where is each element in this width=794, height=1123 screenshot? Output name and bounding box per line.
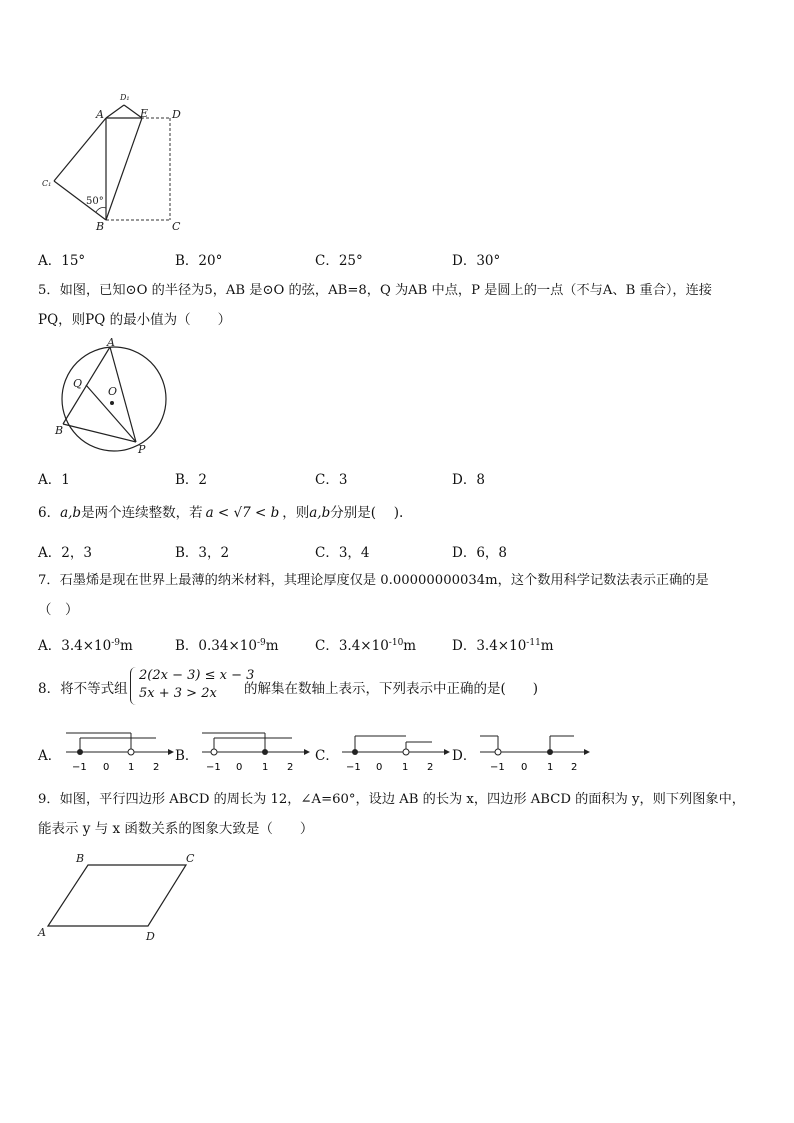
- label-B: B: [96, 220, 105, 233]
- svg-text:2: 2: [427, 762, 434, 773]
- q6-text2: ，则: [282, 505, 310, 521]
- label-A: A: [107, 337, 115, 349]
- svg-text:1: 1: [128, 762, 135, 773]
- label-C1: C₁: [42, 179, 52, 188]
- q7-option-a[interactable]: A．$3.4\times 10^{-9}m$: [38, 638, 133, 654]
- q5-line1: 5．如图，已知⊙O 的半径为5，AB 是⊙O 的弦，AB=8，Q 为AB 中点，P 是圆上的一点（不与A、B 重合），连接: [38, 283, 712, 298]
- inequality-2: 5x + 3 > 2x: [139, 686, 217, 701]
- label-D: D: [146, 930, 155, 943]
- label-C: C: [172, 220, 181, 233]
- q5-option-a[interactable]: A．1: [38, 472, 70, 488]
- q9-line2: 能表示 y 与 x 函数关系的图象大致是（ ）: [38, 821, 314, 837]
- q6-number: 6．: [38, 505, 61, 521]
- q5-option-b[interactable]: B．2: [175, 472, 208, 488]
- svg-text:0: 0: [376, 762, 383, 773]
- label-A: A: [38, 926, 46, 939]
- label-Q: Q: [73, 377, 83, 390]
- q6-text1: 是两个连续整数，若: [81, 505, 203, 521]
- number-line-b[interactable]: [200, 730, 310, 775]
- q8-option-c-label[interactable]: C．: [315, 748, 339, 764]
- q6-text3: 分别是( ).: [330, 505, 404, 521]
- inequality-system: [133, 667, 254, 703]
- svg-text:2: 2: [287, 762, 294, 773]
- number-line-a[interactable]: [64, 730, 174, 775]
- q4-option-c[interactable]: C．25°: [315, 253, 363, 269]
- label-A: A: [96, 108, 104, 121]
- number-line-d[interactable]: [478, 730, 590, 775]
- svg-text:0: 0: [236, 762, 243, 773]
- q4-option-d[interactable]: D．30°: [452, 253, 501, 269]
- svg-text:−1: −1: [72, 762, 87, 773]
- q6-option-d[interactable]: D．6，8: [452, 545, 508, 561]
- q5-option-c[interactable]: C．3: [315, 472, 348, 488]
- svg-text:1: 1: [262, 762, 269, 773]
- angle-label: 50°: [86, 196, 104, 207]
- q7-option-c[interactable]: C．$3.4\times 10^{-10}m$: [315, 638, 417, 654]
- q7-line2: （ ）: [38, 602, 79, 618]
- label-O: O: [108, 385, 118, 398]
- circle-figure: [52, 337, 170, 457]
- q6-option-b[interactable]: B．3，2: [175, 545, 230, 561]
- svg-text:2: 2: [153, 762, 160, 773]
- parallelogram-figure: [36, 848, 201, 944]
- svg-text:0: 0: [521, 762, 528, 773]
- inequality-1: 2(2x − 3) ≤ x − 3: [139, 668, 255, 683]
- q7-option-d[interactable]: D．$3.4\times 10^{-11}m$: [452, 638, 554, 654]
- svg-text:1: 1: [402, 762, 409, 773]
- q8-option-a-label[interactable]: A．: [38, 748, 62, 764]
- label-C: C: [186, 852, 195, 865]
- q4-option-b[interactable]: B．20°: [175, 253, 223, 269]
- q6-inequality: a < √7 < b: [205, 505, 280, 521]
- q6-vars-2: a,b: [309, 505, 331, 521]
- q8-option-b-label[interactable]: B．: [175, 748, 199, 764]
- q6-option-a[interactable]: A．2，3: [38, 545, 92, 561]
- svg-text:1: 1: [547, 762, 554, 773]
- label-B: B: [76, 852, 85, 865]
- q7-line1: 7．石墨烯是现在世界上最薄的纳米材料，其理论厚度仅是 0.00000000034m，这个数用科学记数法表示正确的是: [38, 573, 709, 588]
- svg-text:2: 2: [571, 762, 578, 773]
- q5-option-d[interactable]: D．8: [452, 472, 485, 488]
- label-E: E: [140, 107, 149, 120]
- label-P: P: [138, 443, 146, 456]
- number-line-c[interactable]: [340, 730, 450, 775]
- q8-option-d-label[interactable]: D．: [452, 748, 477, 764]
- q7-option-b[interactable]: B．$0.34\times 10^{-9}m$: [175, 638, 279, 654]
- q5-line2: PQ，则PQ 的最小值为（ ）: [38, 312, 232, 328]
- q8-post: 的解集在数轴上表示，下列表示中正确的是( ): [244, 681, 539, 697]
- svg-text:0: 0: [103, 762, 110, 773]
- rectangle-fold-figure: [36, 88, 186, 233]
- svg-text:−1: −1: [490, 762, 505, 773]
- q6-option-c[interactable]: C．3，4: [315, 545, 370, 561]
- q6-vars: a,b: [60, 505, 82, 521]
- svg-text:−1: −1: [346, 762, 361, 773]
- label-B: B: [55, 424, 64, 437]
- q9-line1: 9．如图，平行四边形 ABCD 的周长为 12，∠A=60°，设边 AB 的长为 x，四边形 ABCD 的面积为 y，则下列图象中，: [38, 792, 745, 807]
- q6-stem: [38, 499, 403, 528]
- q8-pre: 8．将不等式组: [38, 681, 128, 697]
- label-D: D: [172, 108, 181, 121]
- label-D1: D₁: [120, 93, 130, 102]
- q4-option-a[interactable]: A．15°: [38, 253, 86, 269]
- svg-text:−1: −1: [206, 762, 221, 773]
